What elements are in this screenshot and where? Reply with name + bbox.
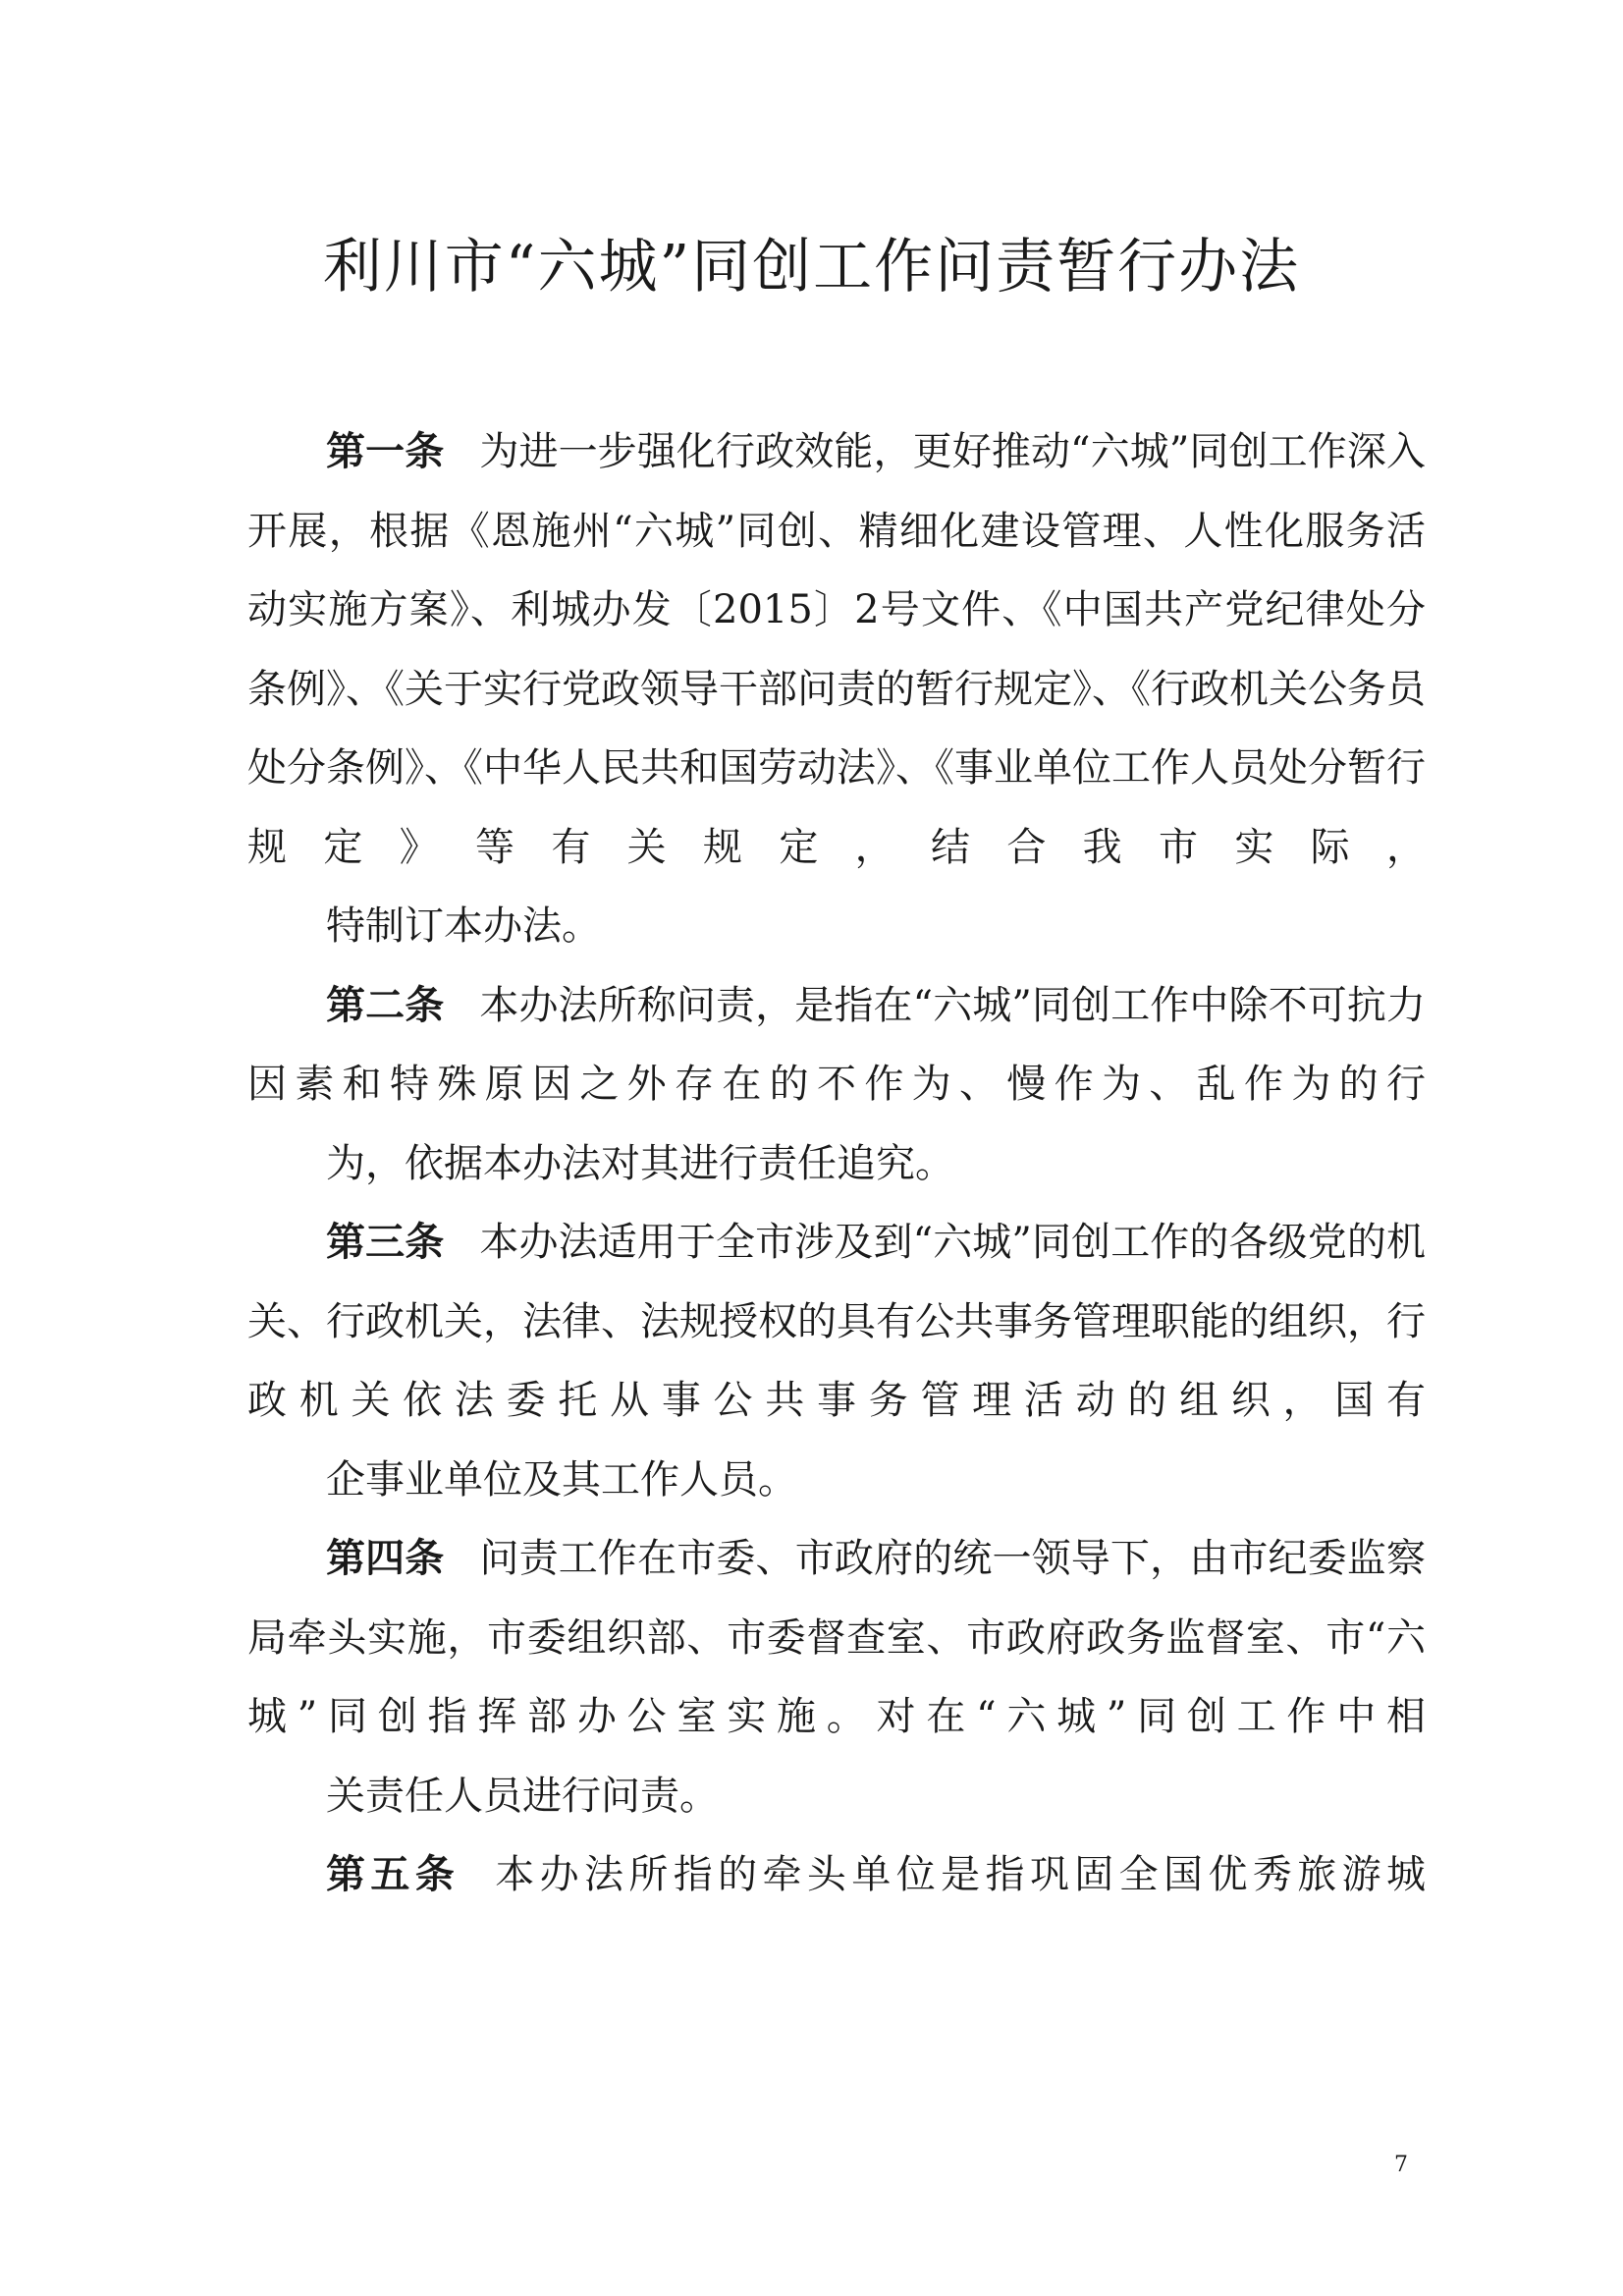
article-text: 问责工作在市委、市政府的统一领导下，由市纪委监察局牵头实施，市委组织部、市委督查室、市政府政务监督室、市“六城”同创指挥部办公室实施。对在“六城”同创工作中相 — [247, 1536, 1427, 1739]
article-text-last-line: 特制订本办法。 — [326, 903, 601, 949]
article-text: 本办法所指的牵头单位是指巩固全国优秀旅游城 — [495, 1852, 1427, 1897]
document-body — [247, 412, 1426, 1915]
article-text: 本办法所称问责，是指在“六城”同创工作中除不可抗力因素和特殊原因之外存在的不作为、慢作为、乱作为的行 — [247, 982, 1426, 1107]
article-text-last-line: 为，依据本办法对其进行责任追究。 — [326, 1140, 954, 1186]
article-3 — [247, 1203, 1426, 1519]
article-heading: 第三条 — [326, 1220, 445, 1265]
article-text: 本办法适用于全市涉及到“六城”同创工作的各级党的机关、行政机关，法律、法规授权的具有公共事务管理职能的组织，行政机关依法委托从事公共事务管理活动的组织，国有 — [247, 1220, 1426, 1423]
document-title: 利川市“六城”同创工作问责暂行办法 — [322, 233, 1301, 301]
article-text: 为进一步强化行政效能，更好推动“六城”同创工作深入开展，根据《恩施州“六城”同创、精细化建设管理、人性化服务活动实施方案》、利城办发〔2015〕2号文件、《中国共产党纪律处分条例》、《关于实行党政领导干部问责的暂行规定》、《行政机关公务员处分条例》、《中华人民共和国劳动法》、《事业单位工作人员处分暂行规定》等有关规定，结合我市实际， — [247, 429, 1426, 870]
article-text-last-line: 关责任人员进行问责。 — [326, 1773, 719, 1819]
article-heading: 第四条 — [326, 1536, 445, 1581]
page-number: 7 — [1394, 2153, 1408, 2177]
article-heading: 第五条 — [326, 1852, 460, 1897]
article-5 — [247, 1835, 1426, 1915]
article-2 — [247, 966, 1426, 1204]
article-heading: 第二条 — [326, 982, 445, 1028]
article-heading: 第一条 — [326, 429, 445, 474]
article-text-last-line: 企事业单位及其工作人员。 — [326, 1456, 797, 1503]
article-4 — [247, 1519, 1426, 1835]
article-1 — [247, 412, 1426, 966]
